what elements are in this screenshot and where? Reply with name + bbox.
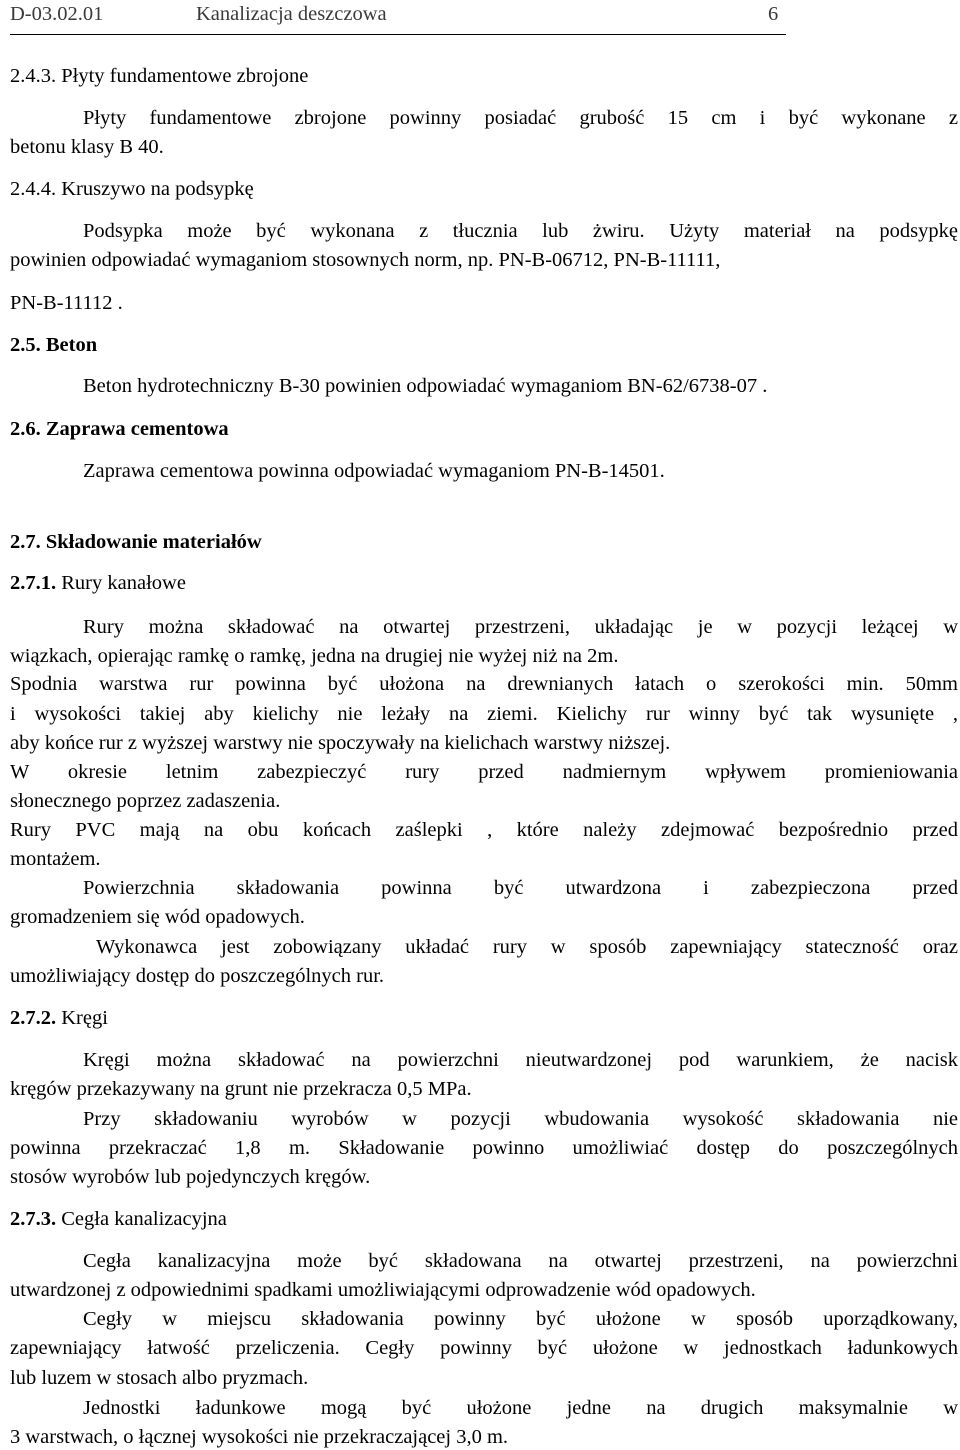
- heading-number: 2.5.: [10, 334, 41, 356]
- heading-number: 2.7.: [10, 531, 41, 553]
- paragraph-line: słonecznego poprzez zadaszenia.: [10, 790, 281, 812]
- header-code: D-03.02.01: [10, 3, 104, 25]
- paragraph-line: Powierzchnia składowania powinna być utwardzona i zabezpieczona przed: [83, 877, 958, 899]
- heading-title: Beton: [45, 334, 98, 356]
- paragraph-line: PN-B-11112 .: [10, 292, 123, 314]
- paragraph-line: aby końce rur z wyższej warstwy nie spoczywały na kielichach warstwy niższej.: [10, 732, 671, 754]
- paragraph-line: 3 warstwach, o łącznej wysokości nie przekraczającej 3,0 m.: [10, 1426, 509, 1448]
- paragraph-line: Beton hydrotechniczny B-30 powinien odpowiadać wymaganiom BN-62/6738-07 .: [83, 375, 768, 397]
- paragraph-line: Jednostki ładunkowe mogą być ułożone jedne na drugich maksymalnie w: [83, 1397, 958, 1419]
- paragraph-line: Zaprawa cementowa powinna odpowiadać wymaganiom PN-B-14501.: [83, 460, 665, 482]
- heading-title: Składowanie materiałów: [45, 531, 262, 553]
- paragraph-line: stosów wyrobów lub pojedynczych kręgów.: [10, 1166, 371, 1188]
- paragraph-line: zapewniający łatwość przeliczenia. Cegły powinny być ułożone w jednostkach ładunkowych: [10, 1337, 958, 1359]
- heading-2-4-4: 2.4.4. Kruszywo na podsypkę: [10, 178, 254, 200]
- paragraph-line: Przy składowaniu wyrobów w pozycji wbudowania wysokość składowania nie: [83, 1108, 958, 1130]
- paragraph-line: i wysokości takiej aby kielichy nie leżały na ziemi. Kielichy rur winny być tak wysunięte ,: [10, 703, 958, 725]
- heading-2-5: [10, 333, 97, 357]
- heading-number: 2.7.2.: [10, 1007, 57, 1029]
- paragraph-line: powinna przekraczać 1,8 m. Składowanie powinno umożliwiać dostęp do poszczególnych: [10, 1137, 958, 1159]
- paragraph-line: montażem.: [10, 848, 101, 870]
- heading-number: 2.7.3.: [10, 1208, 57, 1230]
- paragraph-line: lub luzem w stosach albo pryzmach.: [10, 1367, 309, 1389]
- heading-number: 2.7.1.: [10, 572, 57, 594]
- paragraph-line: powinien odpowiadać wymaganiom stosownych norm, np. PN-B-06712, PN-B-11111,: [10, 249, 721, 271]
- paragraph-line: Rury można składować na otwartej przestrzeni, układając je w pozycji leżącej w: [83, 616, 958, 638]
- paragraph-line: kręgów przekazywany na grunt nie przekracza 0,5 MPa.: [10, 1078, 472, 1100]
- paragraph-line: Rury PVC mają na obu końcach zaślepki , które należy zdejmować bezpośrednio przed: [10, 819, 958, 841]
- heading-title: Zaprawa cementowa: [45, 418, 229, 440]
- header-rule: [10, 34, 786, 35]
- paragraph-line: betonu klasy B 40.: [10, 136, 164, 158]
- paragraph-line: wiązkach, opierając ramkę o ramkę, jedna na drugiej nie wyżej niż na 2m.: [10, 645, 619, 667]
- heading-title: Kręgi: [61, 1007, 108, 1029]
- header-title: Kanalizacja deszczowa: [196, 3, 387, 25]
- paragraph-line: Spodnia warstwa rur powinna być ułożona na drewnianych łatach o szerokości min. 50mm: [10, 673, 958, 695]
- heading-2-7-3: [10, 1207, 227, 1231]
- paragraph-line: Kręgi można składować na powierzchni nieutwardzonej pod warunkiem, że nacisk: [83, 1049, 958, 1071]
- heading-2-6: [10, 417, 229, 441]
- heading-number: 2.6.: [10, 418, 41, 440]
- paragraph-line: Cegła kanalizacyjna może być składowana na otwartej przestrzeni, na powierzchni: [83, 1250, 958, 1272]
- paragraph-line: W okresie letnim zabezpieczyć rury przed nadmiernym wpływem promieniowania: [10, 761, 958, 783]
- paragraph-line: gromadzeniem się wód opadowych.: [10, 906, 305, 928]
- header-page-number: 6: [768, 3, 779, 25]
- paragraph-line: Cegły w miejscu składowania powinny być ułożone w sposób uporządkowany,: [83, 1308, 958, 1330]
- paragraph-line: Podsypka może być wykonana z tłucznia lub żwiru. Użyty materiał na podsypkę: [83, 220, 958, 242]
- heading-2-7: [10, 530, 262, 554]
- paragraph-line: umożliwiający dostęp do poszczególnych rur.: [10, 965, 385, 987]
- heading-title: Rury kanałowe: [61, 572, 186, 594]
- heading-title: Cegła kanalizacyjna: [61, 1208, 227, 1230]
- paragraph-line: utwardzonej z odpowiednimi spadkami umożliwiającymi odprowadzenie wód opadowych.: [10, 1279, 756, 1301]
- paragraph-line: Wykonawca jest zobowiązany układać rury w sposób zapewniający stateczność oraz: [96, 936, 958, 958]
- heading-2-4-3: 2.4.3. Płyty fundamentowe zbrojone: [10, 65, 309, 87]
- heading-2-7-1: [10, 571, 186, 595]
- paragraph-line: Płyty fundamentowe zbrojone powinny posiadać grubość 15 cm i być wykonane z: [83, 107, 958, 129]
- heading-2-7-2: [10, 1006, 108, 1030]
